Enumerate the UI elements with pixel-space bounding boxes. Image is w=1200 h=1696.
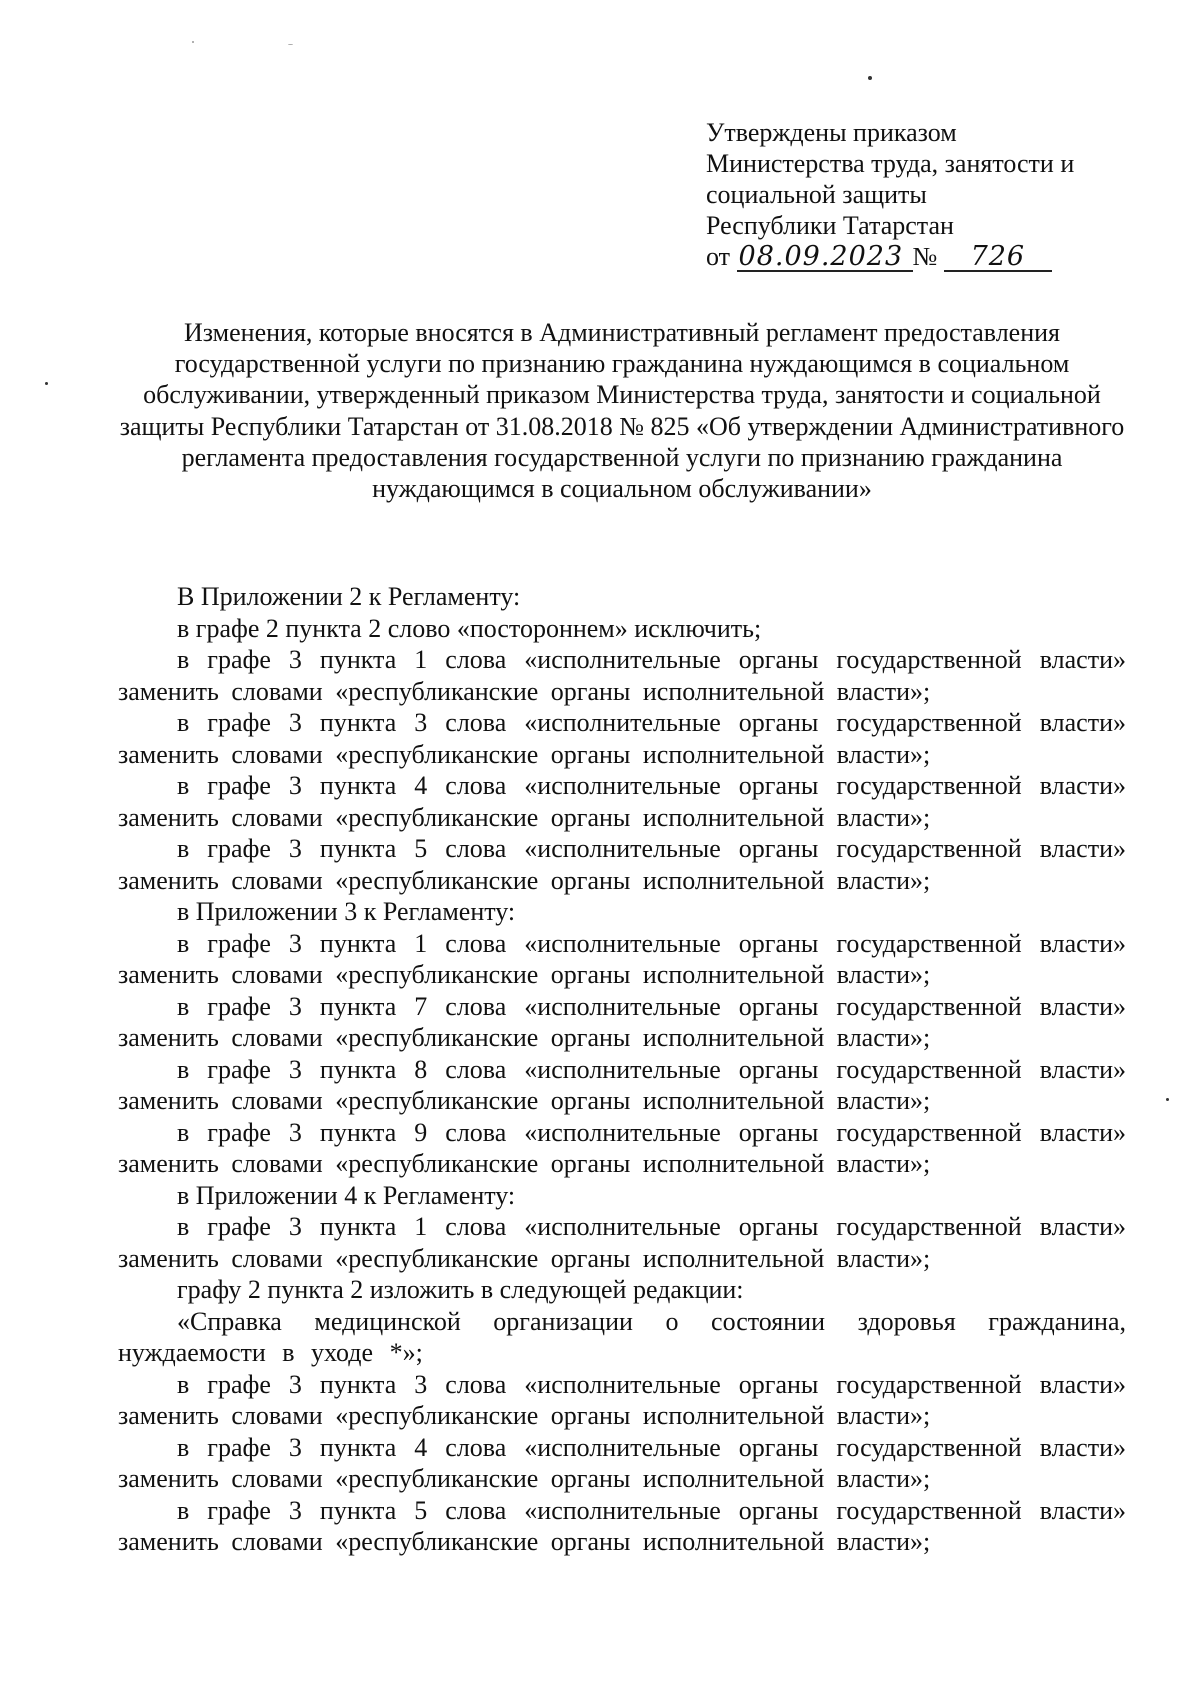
paragraph: в Приложении 4 к Регламенту: bbox=[177, 1180, 516, 1210]
paragraph: в графе 3 пункта 4 слова «исполнительные органы государственной власти» заменить словами «республиканские органы исполнительной власти»; bbox=[118, 1432, 1126, 1493]
paragraph: в графе 3 пункта 1 слова «исполнительные органы государственной власти» заменить словами «республиканские органы исполнительной власти»; bbox=[118, 928, 1126, 989]
approval-line: Утверждены приказом bbox=[706, 118, 957, 147]
paragraph: «Справка медицинской организации о состоянии здоровья гражданина, нуждаемости в уходе *»; bbox=[118, 1306, 1126, 1367]
date-prefix: от bbox=[706, 242, 731, 271]
paragraph: в графе 2 пункта 2 слово «постороннем» исключить; bbox=[177, 613, 762, 643]
paragraph: в графе 3 пункта 3 слова «исполнительные органы государственной власти» заменить словами «республиканские органы исполнительной власти»; bbox=[118, 708, 1126, 769]
scan-speck bbox=[288, 44, 293, 45]
approval-line: Республики Татарстан bbox=[706, 211, 954, 240]
handwritten-date: 08.09.2023 bbox=[737, 244, 913, 272]
approval-line: Министерства труда, занятости и bbox=[706, 149, 1075, 178]
document-body bbox=[118, 581, 1126, 1558]
scan-speck bbox=[45, 382, 48, 385]
paragraph: в Приложении 3 к Регламенту: bbox=[177, 897, 516, 926]
approval-line: социальной защиты bbox=[706, 180, 927, 209]
document-title: Изменения, которые вносятся в Административный регламент предоставления государственной услуги по признанию гражданина нуждающимся в социальном обслуживании, утвержденный приказом Министерства труда, занятости и социальной защиты Республики Татарстан от 31.08.2018 № 825 «Об утверждении Административного регламента предоставления государственной услуги по признанию гражданина нуждающимся в социальном обслуживании» bbox=[119, 318, 1125, 504]
paragraph: в графе 3 пункта 9 слова «исполнительные органы государственной власти» заменить словами «республиканские органы исполнительной власти»; bbox=[118, 1117, 1126, 1178]
paragraph: В Приложении 2 к Регламенту: bbox=[177, 582, 521, 611]
scan-speck bbox=[1166, 1098, 1169, 1101]
handwritten-order-number: 726 bbox=[944, 244, 1052, 272]
paragraph: в графе 3 пункта 5 слова «исполнительные органы государственной власти» заменить словами «республиканские органы исполнительной власти»; bbox=[118, 1495, 1126, 1556]
paragraph: в графе 3 пункта 3 слова «исполнительные органы государственной власти» заменить словами «республиканские органы исполнительной власти»; bbox=[118, 1369, 1126, 1430]
number-sign: № bbox=[912, 242, 938, 271]
paragraph: в графе 3 пункта 4 слова «исполнительные органы государственной власти» заменить словами «республиканские органы исполнительной власти»; bbox=[118, 771, 1126, 832]
paragraph: в графе 3 пункта 5 слова «исполнительные органы государственной власти» заменить словами «республиканские органы исполнительной власти»; bbox=[118, 834, 1126, 895]
paragraph: в графе 3 пункта 7 слова «исполнительные органы государственной власти» заменить словами «республиканские органы исполнительной власти»; bbox=[118, 991, 1126, 1052]
scan-speck bbox=[192, 41, 194, 43]
paragraph: в графе 3 пункта 1 слова «исполнительные органы государственной власти» заменить словами «республиканские органы исполнительной власти»; bbox=[118, 1212, 1126, 1273]
paragraph: графу 2 пункта 2 изложить в следующей редакции: bbox=[177, 1275, 744, 1304]
approval-stamp bbox=[706, 117, 1146, 272]
scan-speck bbox=[868, 76, 872, 80]
paragraph: в графе 3 пункта 1 слова «исполнительные органы государственной власти» заменить словами «республиканские органы исполнительной власти»; bbox=[118, 645, 1126, 706]
approval-date-line bbox=[706, 241, 1146, 272]
paragraph: в графе 3 пункта 8 слова «исполнительные органы государственной власти» заменить словами «республиканские органы исполнительной власти»; bbox=[118, 1054, 1126, 1115]
